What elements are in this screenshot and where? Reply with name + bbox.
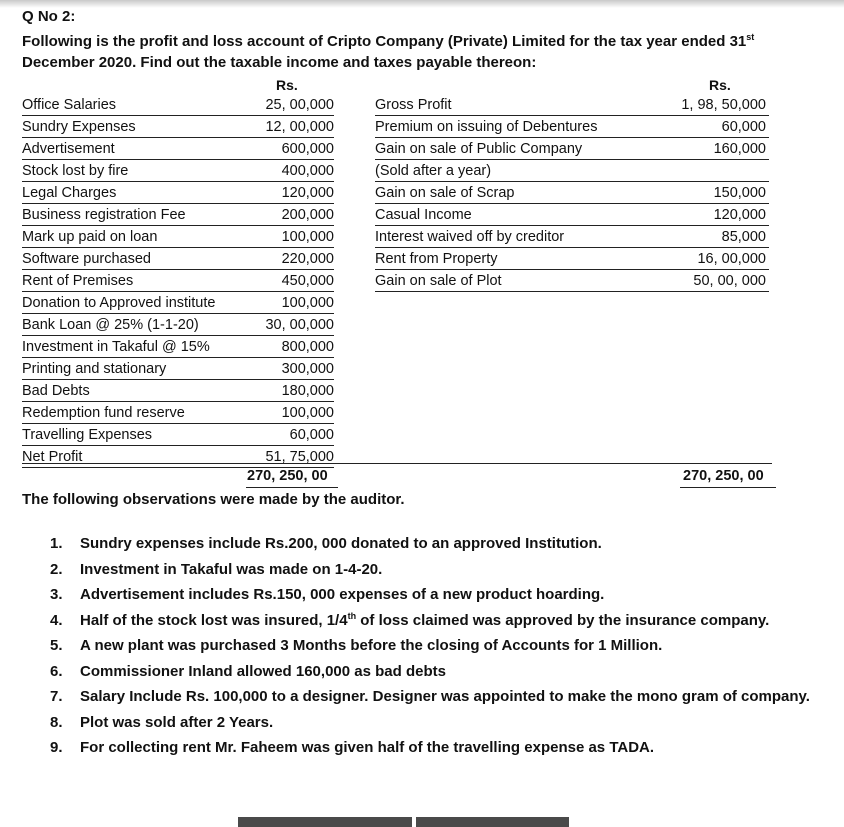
debit-amount: 100,000 [281,295,334,311]
credit-row-rule [375,225,769,226]
debit-row-rule [22,137,334,138]
credit-amount: 85,000 [721,229,766,245]
credit-amount: 120,000 [713,207,766,223]
observation-number: 6. [50,662,63,680]
currency-header-left: Rs. [276,77,298,93]
question-intro: Following is the profit and loss account of Cripto Company (Private) Limited for the tax year ended 31st December 2020. Find out the taxable income and taxes payable thereon: [22,32,755,71]
observation-number: 4. [50,611,63,629]
observation-item [50,659,810,685]
debit-row-rule [22,181,334,182]
debit-amount: 25, 00,000 [265,97,334,113]
scrollbar-segment-left [238,817,412,827]
debit-amount: 400,000 [281,163,334,179]
debit-row-rule [22,401,334,402]
observation-number: 8. [50,713,63,731]
credit-row-rule [375,159,769,160]
credit-row-rule [375,247,769,248]
debit-amount: 200,000 [281,207,334,223]
debit-label: Stock lost by fire [22,163,129,179]
credit-amount: 50, 00, 000 [693,273,766,289]
total-left-rule [246,487,338,488]
credit-label: Premium on issuing of Debentures [375,119,598,135]
credit-label: Gain on sale of Scrap [375,185,515,201]
observation-item [50,633,810,659]
debit-amount: 180,000 [281,383,334,399]
credit-row-rule [375,137,769,138]
debit-label: Mark up paid on loan [22,229,158,245]
debit-label: Business registration Fee [22,207,186,223]
debit-amount: 30, 00,000 [265,317,334,333]
credit-label: Gain on sale of Plot [375,273,502,289]
credit-row-rule [375,269,769,270]
observation-item [50,735,810,761]
scrollbar-segment-right [416,817,569,827]
credit-label: (Sold after a year) [375,163,492,179]
credit-amount: 60,000 [721,119,766,135]
observation-text: Investment in Takaful was made on 1-4-20. [80,560,383,578]
credit-row-rule [375,291,769,292]
observation-text: Plot was sold after 2 Years. [80,713,274,731]
debit-amount: 220,000 [281,251,334,267]
debit-amount: 60,000 [289,427,334,443]
total-top-rule [22,463,772,464]
observation-number: 1. [50,535,63,552]
observation-item [50,531,810,557]
debit-row-rule [22,335,334,336]
observation-text: Sundry expenses include Rs.200, 000 donated to an approved Institution. [80,535,602,552]
debit-amount: 800,000 [281,339,334,355]
total-right-rule [680,487,776,488]
credit-label: Casual Income [375,207,472,223]
observation-text: Advertisement includes Rs.150, 000 expenses of a new product hoarding. [80,586,605,603]
observation-text: of loss claimed was approved by the insurance company. [356,611,770,629]
credit-label: Gross Profit [375,97,452,113]
debit-amount: 450,000 [281,273,334,289]
debit-label: Redemption fund reserve [22,405,185,421]
credit-row-rule [375,115,769,116]
observation-item [50,557,810,583]
debit-amount: 51, 75,000 [265,449,334,465]
debit-row-rule [22,357,334,358]
debit-amount: 300,000 [281,361,334,377]
credit-label: Interest waived off by creditor [375,229,565,245]
credit-label: Gain on sale of Public Company [375,141,583,157]
debit-label: Donation to Approved institute [22,295,216,311]
debit-amount: 120,000 [281,185,334,201]
observation-text: Commissioner Inland allowed 160,000 as bad debts [80,662,446,680]
debit-label: Bank Loan @ 25% (1-1-20) [22,317,199,333]
observation-text: Half of the stock lost was insured, 1/4 [80,611,348,629]
credit-row-rule [375,181,769,182]
debit-label: Sundry Expenses [22,119,136,135]
observation-number: 5. [50,637,63,654]
observation-number: 2. [50,560,63,578]
credit-label: Rent from Property [375,251,498,267]
credit-amount: 1, 98, 50,000 [681,97,766,113]
observation-number: 3. [50,586,63,603]
observation-text: A new plant was purchased 3 Months before the closing of Accounts for 1 Million. [80,637,663,654]
debit-row-rule [22,291,334,292]
observation-item [50,710,810,736]
credit-row-rule [375,203,769,204]
debit-row-rule [22,269,334,270]
debit-amount: 12, 00,000 [265,119,334,135]
credit-amount: 160,000 [713,141,766,157]
observation-item [50,608,810,634]
credit-amount: 150,000 [713,185,766,201]
debit-label: Investment in Takaful @ 15% [22,339,210,355]
debit-row-rule [22,203,334,204]
observation-item [50,684,810,710]
debit-row-rule [22,423,334,424]
observation-text: Salary Include Rs. 100,000 to a designer. Designer was appointed to make the mono gram of company. [80,688,810,705]
debit-row-rule [22,225,334,226]
currency-header-right: Rs. [709,77,731,93]
debit-label: Bad Debts [22,383,90,399]
debit-label: Legal Charges [22,185,117,201]
debit-amount: 100,000 [281,405,334,421]
credit-amount: 16, 00,000 [697,251,766,267]
debit-label: Software purchased [22,251,151,267]
debit-row-rule [22,313,334,314]
debit-label: Advertisement [22,141,115,157]
question-title: Q No 2: [22,8,76,25]
observations-list [50,531,810,761]
debit-label: Printing and stationary [22,361,167,377]
debit-label: Office Salaries [22,97,117,113]
debit-row-rule [22,247,334,248]
observations-heading: The following observations were made by the auditor. [22,491,405,508]
observation-text: For collecting rent Mr. Faheem was given half of the travelling expense as TADA. [80,739,655,756]
observation-number: 9. [50,739,63,756]
debit-label: Net Profit [22,449,83,465]
observation-item [50,582,810,608]
debit-label: Travelling Expenses [22,427,153,443]
debit-label: Rent of Premises [22,273,134,289]
debit-row-rule [22,115,334,116]
debit-amount: 600,000 [281,141,334,157]
total-right: 270, 250, 00 [683,468,764,484]
debit-row-rule [22,445,334,446]
observation-sup: th [347,610,357,621]
debit-row-rule [22,159,334,160]
debit-row-rule [22,379,334,380]
debit-amount: 100,000 [281,229,334,245]
observation-number: 7. [50,688,63,705]
top-shadow-bar [0,0,844,8]
total-left: 270, 250, 00 [247,468,328,484]
